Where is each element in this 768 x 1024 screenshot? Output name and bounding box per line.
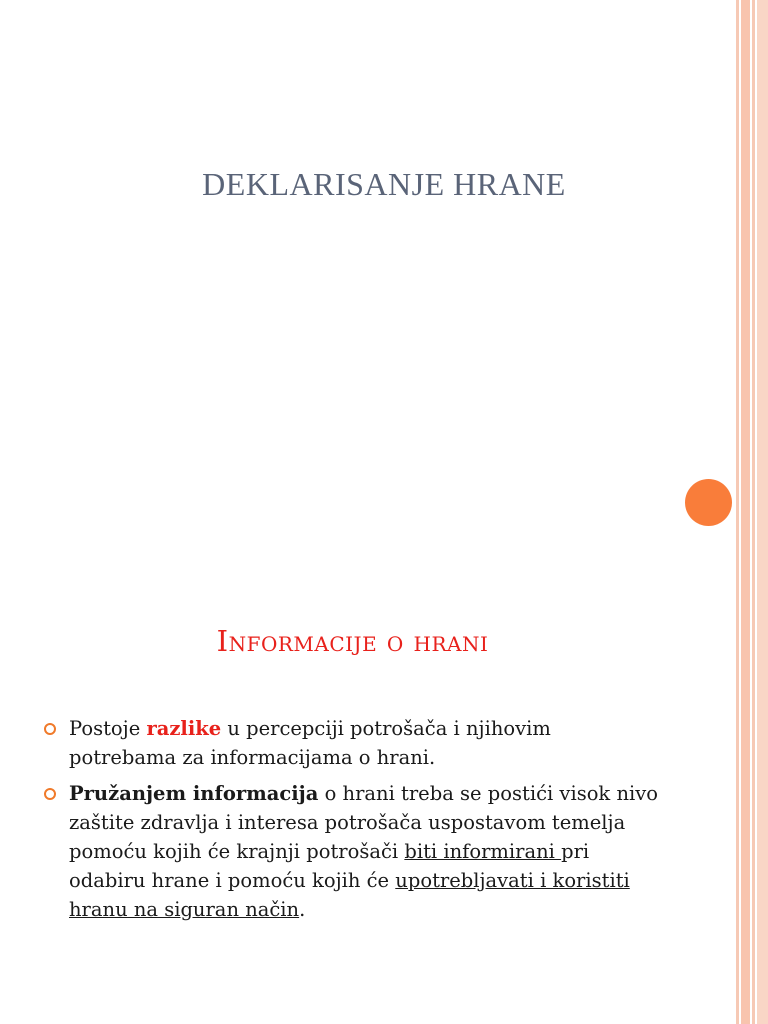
orange-circle-decoration-icon (685, 479, 732, 526)
bullet-highlight: razlike (146, 717, 222, 740)
bullet-item (44, 714, 664, 772)
decor-stripe (752, 0, 755, 1024)
bullet-text: . (299, 898, 306, 921)
slide-title: DEKLARISANJE HRANE (202, 166, 566, 202)
slide-subtitle: Informacije o hrani (216, 624, 489, 658)
bullet-text: u percepciji potrošača i njihovim potrebama za informacijama o hrani. (69, 717, 551, 769)
hollow-circle-bullet-icon (44, 788, 56, 800)
bullet-text: o hrani treba se postići visok nivo zaštite zdravlja i interesa potrošača uspostavom temelja pomoću kojih će krajnji potrošači (69, 782, 659, 863)
bullet-underlined-text: upotrebljavati i koristiti hranu na siguran način (69, 869, 630, 921)
bullet-bold-text: Pružanjem informacija (69, 782, 319, 805)
bullet-text: Postoje (69, 717, 147, 740)
decor-stripe (736, 0, 739, 1024)
decor-stripe (741, 0, 750, 1024)
bullet-text: pri odabiru hrane i pomoću kojih će (69, 840, 590, 892)
bullet-underlined-text: biti informirani (404, 840, 562, 863)
bullet-item (44, 779, 664, 924)
bullet-list (44, 714, 664, 931)
decor-stripe (757, 0, 768, 1024)
hollow-circle-bullet-icon (44, 723, 56, 735)
